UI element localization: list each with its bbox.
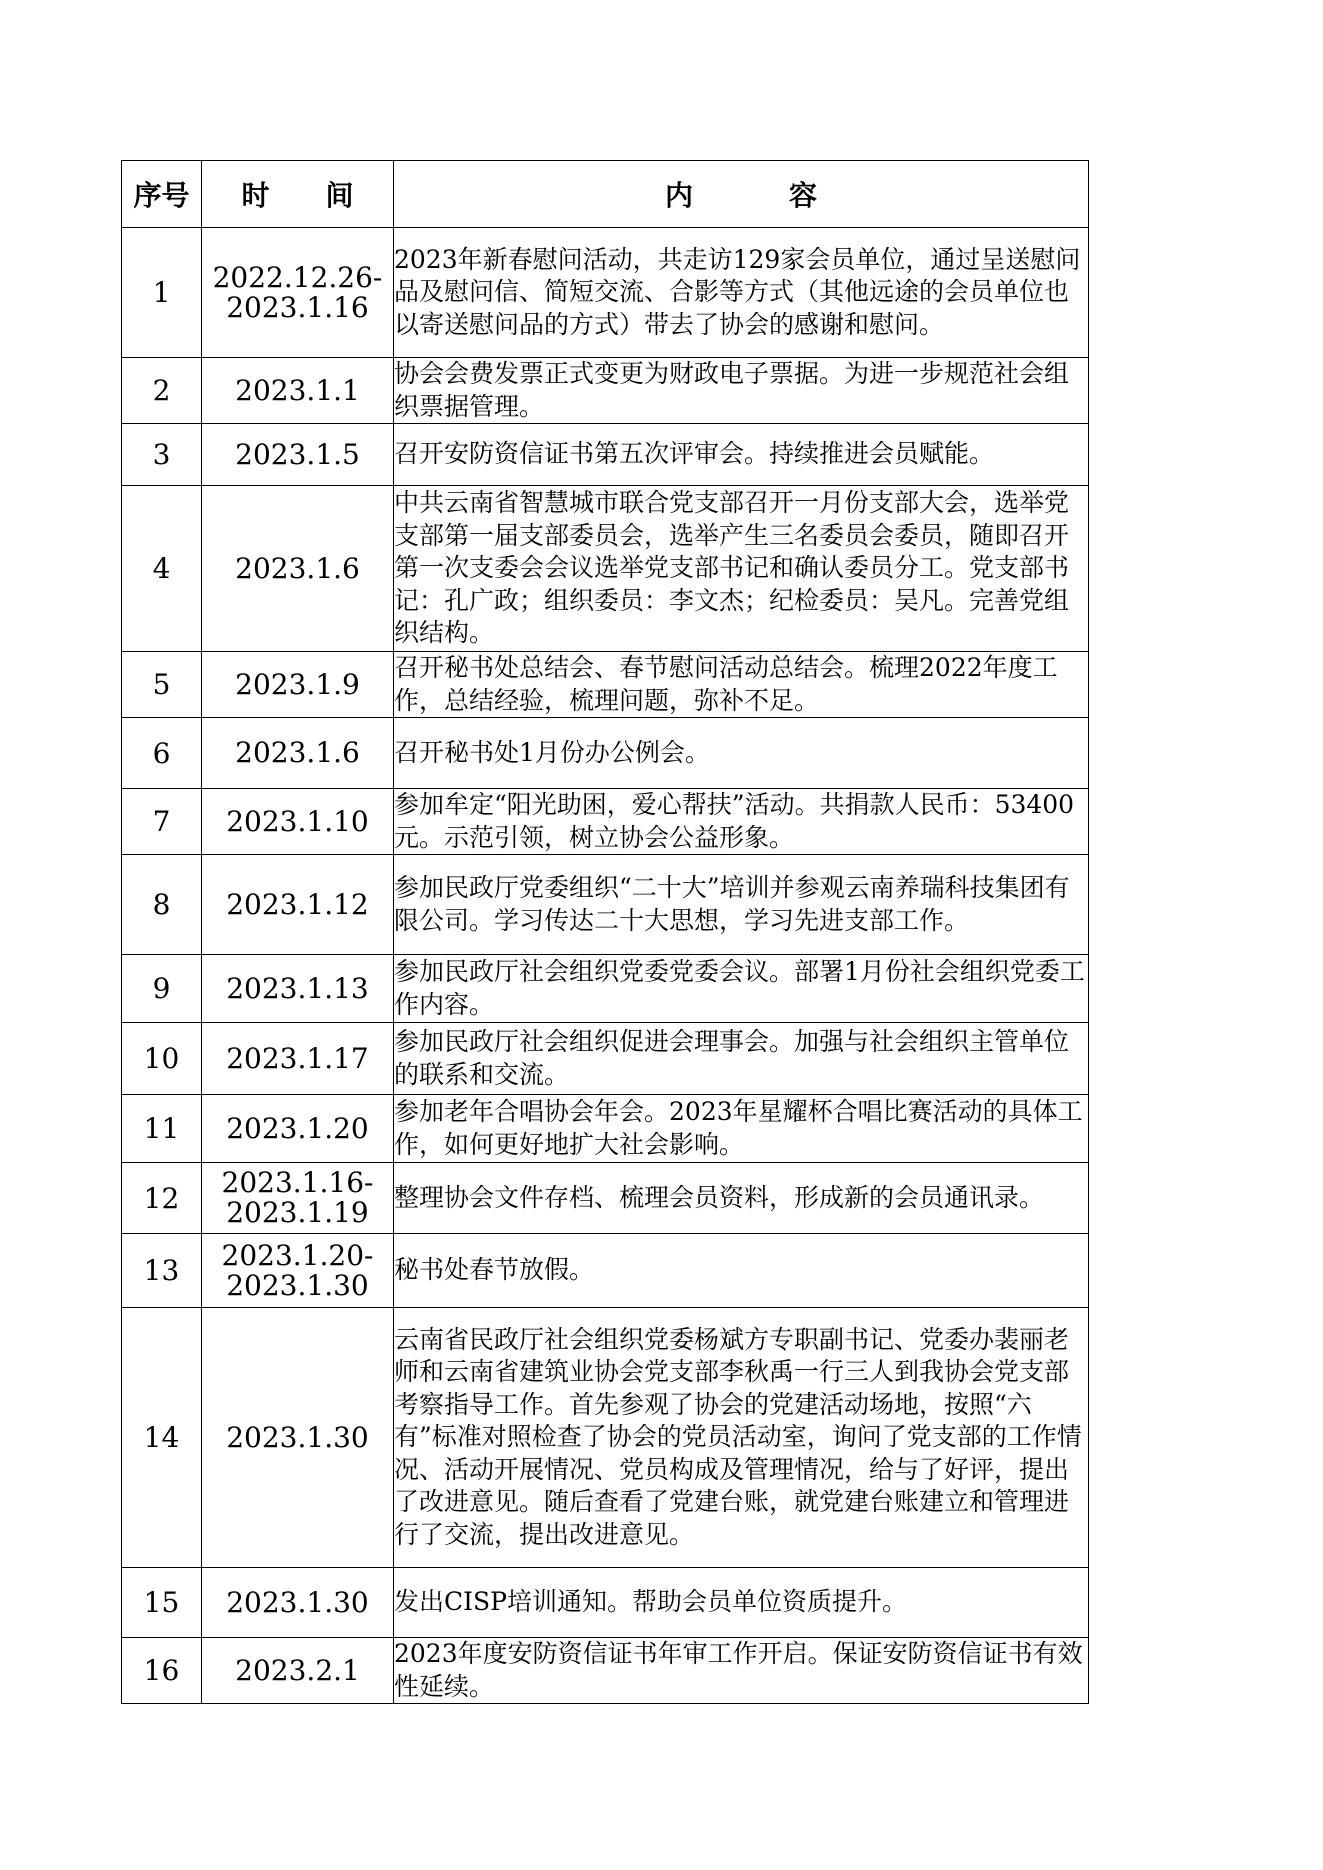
- row-content: 中共云南省智慧城市联合党支部召开一月份支部大会，选举党支部第一届支部委员会，选举产生三名委员会委员，随即召开第一次支委会会议选举党支部书记和确认委员分工。党支部书记：孔广政；组织委员：李文杰；纪检委员：吴凡。完善党组织结构。: [394, 486, 1089, 652]
- table-row: [122, 1568, 1089, 1638]
- table-row: [122, 955, 1089, 1023]
- row-date: 2023.1.1: [202, 358, 394, 424]
- table-row: [122, 1308, 1089, 1568]
- row-content: 参加牟定“阳光助困，爱心帮扶”活动。共捐款人民币：53400元。示范引领，树立协会公益形象。: [394, 789, 1089, 855]
- row-date: 2023.1.13: [202, 955, 394, 1023]
- row-date: 2023.1.5: [202, 424, 394, 486]
- row-date: 2023.1.20-2023.1.30: [202, 1234, 394, 1308]
- row-content: 参加民政厅社会组织促进会理事会。加强与社会组织主管单位的联系和交流。: [394, 1023, 1089, 1095]
- row-content: 发出CISP培训通知。帮助会员单位资质提升。: [394, 1568, 1089, 1638]
- row-number: 2: [122, 358, 202, 424]
- row-content: 云南省民政厅社会组织党委杨斌方专职副书记、党委办裴丽老师和云南省建筑业协会党支部李秋禹一行三人到我协会党支部考察指导工作。首先参观了协会的党建活动场地，按照“六有”标准对照检查了协会的党员活动室，询问了党支部的工作情况、活动开展情况、党员构成及管理情况，给与了好评，提出了改进意见。随后查看了党建台账，就党建台账建立和管理进行了交流，提出改进意见。: [394, 1308, 1089, 1568]
- row-number: 11: [122, 1095, 202, 1163]
- row-number: 15: [122, 1568, 202, 1638]
- table-row: [122, 1234, 1089, 1308]
- row-content: 秘书处春节放假。: [394, 1234, 1089, 1308]
- table-header-row: [122, 161, 1089, 228]
- row-number: 7: [122, 789, 202, 855]
- header-content: 内 容: [394, 161, 1089, 228]
- table-row: [122, 1638, 1089, 1704]
- row-content: 参加民政厅党委组织“二十大”培训并参观云南养瑞科技集团有限公司。学习传达二十大思想，学习先进支部工作。: [394, 855, 1089, 955]
- row-number: 13: [122, 1234, 202, 1308]
- row-number: 5: [122, 652, 202, 718]
- row-date: 2023.1.6: [202, 486, 394, 652]
- row-date: 2022.12.26-2023.1.16: [202, 228, 394, 358]
- row-date: 2023.1.30: [202, 1568, 394, 1638]
- work-log-table: [121, 160, 1089, 1704]
- row-content: 协会会费发票正式变更为财政电子票据。为进一步规范社会组织票据管理。: [394, 358, 1089, 424]
- row-content: 参加民政厅社会组织党委党委会议。部署1月份社会组织党委工作内容。: [394, 955, 1089, 1023]
- table-row: [122, 358, 1089, 424]
- table-row: [122, 789, 1089, 855]
- row-number: 3: [122, 424, 202, 486]
- row-date: 2023.1.9: [202, 652, 394, 718]
- header-time: 时 间: [202, 161, 394, 228]
- table-row: [122, 718, 1089, 789]
- table-row: [122, 424, 1089, 486]
- row-number: 16: [122, 1638, 202, 1704]
- row-date: 2023.1.20: [202, 1095, 394, 1163]
- row-date: 2023.1.6: [202, 718, 394, 789]
- row-date: 2023.1.17: [202, 1023, 394, 1095]
- table-row: [122, 486, 1089, 652]
- row-date: 2023.1.30: [202, 1308, 394, 1568]
- row-content: 召开秘书处总结会、春节慰问活动总结会。梳理2022年度工作，总结经验，梳理问题，弥补不足。: [394, 652, 1089, 718]
- row-content: 整理协会文件存档、梳理会员资料，形成新的会员通讯录。: [394, 1163, 1089, 1234]
- row-date: 2023.1.10: [202, 789, 394, 855]
- row-date: 2023.1.16-2023.1.19: [202, 1163, 394, 1234]
- row-number: 9: [122, 955, 202, 1023]
- row-date: 2023.2.1: [202, 1638, 394, 1704]
- row-content: 2023年新春慰问活动，共走访129家会员单位，通过呈送慰问品及慰问信、简短交流、合影等方式（其他远途的会员单位也以寄送慰问品的方式）带去了协会的感谢和慰问。: [394, 228, 1089, 358]
- row-content: 召开安防资信证书第五次评审会。持续推进会员赋能。: [394, 424, 1089, 486]
- table-row: [122, 228, 1089, 358]
- row-content: 2023年度安防资信证书年审工作开启。保证安防资信证书有效性延续。: [394, 1638, 1089, 1704]
- row-number: 8: [122, 855, 202, 955]
- table-row: [122, 1095, 1089, 1163]
- row-content: 召开秘书处1月份办公例会。: [394, 718, 1089, 789]
- row-number: 6: [122, 718, 202, 789]
- table-row: [122, 1023, 1089, 1095]
- table-row: [122, 1163, 1089, 1234]
- row-number: 14: [122, 1308, 202, 1568]
- row-number: 4: [122, 486, 202, 652]
- header-serial-number: 序号: [122, 161, 202, 228]
- table-row: [122, 855, 1089, 955]
- row-number: 12: [122, 1163, 202, 1234]
- row-date: 2023.1.12: [202, 855, 394, 955]
- row-content: 参加老年合唱协会年会。2023年星耀杯合唱比赛活动的具体工作，如何更好地扩大社会影响。: [394, 1095, 1089, 1163]
- table-row: [122, 652, 1089, 718]
- row-number: 1: [122, 228, 202, 358]
- row-number: 10: [122, 1023, 202, 1095]
